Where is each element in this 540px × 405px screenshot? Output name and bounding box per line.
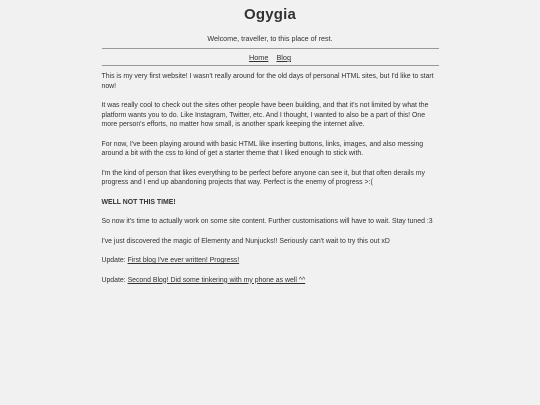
nav-link-home[interactable]: Home <box>248 53 269 62</box>
paragraph-other-sites: It was really cool to check out the sites other people have been building, and that it's not limited by what the platform wants you to do. Like Instagram, Twitter, etc. And I thought, I wanted to also be a part of this! One more person's efforts, no matter how small, is another spark keeping the internet alive. <box>101 102 429 128</box>
paragraph-html-play: For now, I've been playing around with basic HTML like inserting buttons, links, images, and also messing around a bit with the css to kind of get a starter theme that I liked enough to stick with. <box>101 140 424 157</box>
main-content <box>102 72 439 285</box>
update-line-1 <box>102 256 439 266</box>
nav-link-blog[interactable]: Blog <box>276 53 292 62</box>
update-link-first-blog[interactable]: First blog I've ever written! Progress! <box>127 257 240 264</box>
update-prefix: Update: <box>101 276 128 284</box>
update-line-2 <box>102 276 439 286</box>
site-title: Ogygia <box>243 6 297 23</box>
paragraph-intro: This is my very first website! I wasn't really around for the old days of personal HTML sites, but I'd like to start now! <box>101 73 434 90</box>
update-prefix: Update: <box>101 257 128 264</box>
paragraph-perfectionism: I'm the kind of person that likes everything to be perfect before anyone can see it, but that often derails my progress and I end up abandoning projects that way. Perfect is the enemy of progress >:( <box>101 169 425 186</box>
paragraph-site-content: So now it's time to actually work on some site content. Further customisations will have to wait. Stay tuned :3 <box>101 218 433 225</box>
site-tagline: Welcome, traveller, to this place of rest. <box>207 34 333 43</box>
page-container <box>102 0 439 285</box>
main-nav <box>102 48 439 66</box>
update-link-second-blog[interactable]: Second Blog! Did some tinkering with my phone as well ^^ <box>127 276 306 284</box>
paragraph-nunjucks: I've just discovered the magic of Elementy and Nunjucks!! Seriously can't wait to try this out xD <box>101 237 390 245</box>
paragraph-exclamation: WELL NOT THIS TIME! <box>101 198 176 206</box>
